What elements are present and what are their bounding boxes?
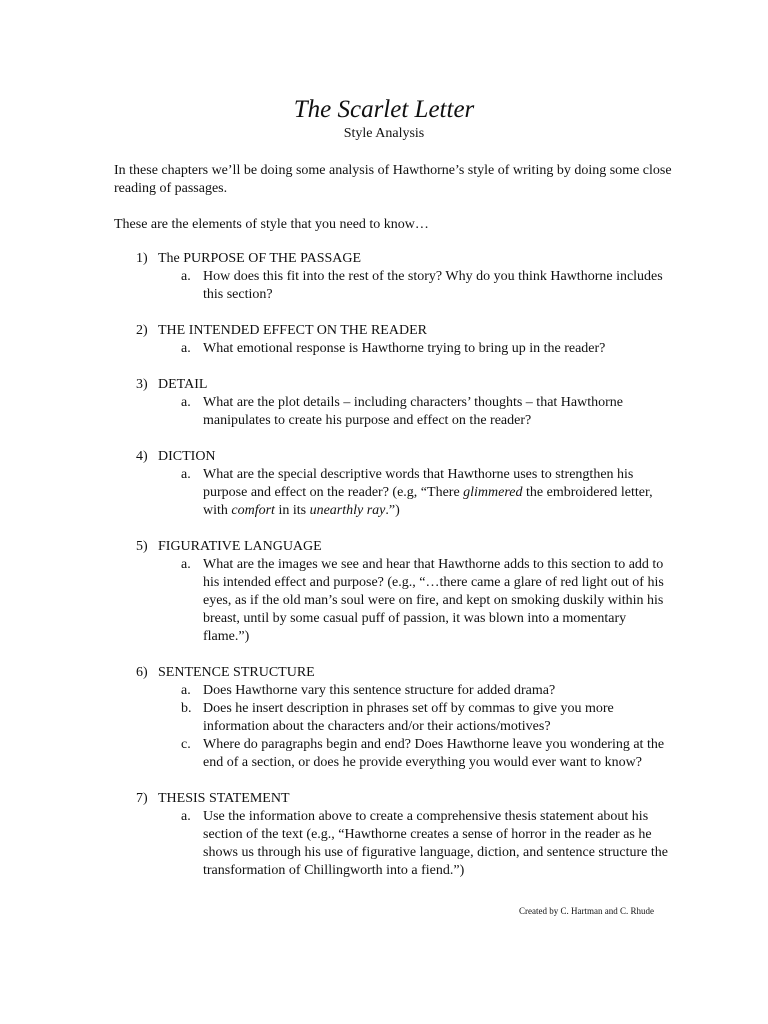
sub-item <box>114 682 674 700</box>
sub-item <box>114 466 674 520</box>
credit-footer: Created by C. Hartman and C. Rhude <box>519 906 654 916</box>
list-item-heading-text: FIGURATIVE LANGUAGE <box>158 539 322 554</box>
sub-item-emphasis: comfort <box>231 503 275 518</box>
list-item-heading-text: THESIS STATEMENT <box>158 791 290 806</box>
sub-item-text-part: the embroidered letter, with <box>203 485 653 518</box>
list-item <box>114 448 674 520</box>
list-item-heading <box>114 538 674 556</box>
sub-item-emphasis: glimmered <box>463 485 523 500</box>
sub-item <box>114 808 674 880</box>
sub-item-letter: a. <box>181 809 191 824</box>
sub-item <box>114 268 674 304</box>
style-elements-list <box>114 250 674 898</box>
sub-item <box>114 340 674 358</box>
list-item-heading-text: The PURPOSE OF THE PASSAGE <box>158 251 362 266</box>
list-item-heading-text: DETAIL <box>158 377 208 392</box>
sub-item <box>114 736 674 772</box>
sub-item-text-part: in its <box>274 503 310 518</box>
list-item-heading-text: THE INTENDED EFFECT ON THE READER <box>158 323 427 338</box>
sub-item-letter: a. <box>181 467 191 482</box>
sub-item-letter: a. <box>181 341 191 356</box>
list-item <box>114 376 674 430</box>
list-item <box>114 790 674 880</box>
list-item-number: 6) <box>136 665 148 680</box>
sub-item <box>114 700 674 736</box>
sub-item <box>114 556 674 646</box>
sub-item-text-part: .”) <box>385 503 400 518</box>
list-item-number: 4) <box>136 449 148 464</box>
sub-item-text <box>203 467 653 518</box>
sub-item-text: Does Hawthorne vary this sentence structure for added drama? <box>203 683 556 698</box>
list-item <box>114 250 674 304</box>
sub-item-letter: b. <box>181 701 192 716</box>
list-item <box>114 664 674 772</box>
list-item <box>114 538 674 646</box>
list-item-number: 2) <box>136 323 148 338</box>
sub-item-letter: a. <box>181 395 191 410</box>
sub-item-letter: a. <box>181 557 191 572</box>
sub-item-letter: c. <box>181 737 191 752</box>
sub-item-text: Use the information above to create a comprehensive thesis statement about his section of the text (e.g., “Hawthorne creates a sense of horror in the reader as he shows us through his use of figurative language, diction, and sentence structure the transformation of Chillingworth into a fiend.”) <box>203 809 668 878</box>
sub-item-letter: a. <box>181 269 191 284</box>
list-item-heading <box>114 322 674 340</box>
sub-item-text: How does this fit into the rest of the story? Why do you think Hawthorne includes this section? <box>203 269 663 302</box>
sub-item-text: Does he insert description in phrases set off by commas to give you more information about the characters and/or their actions/motives? <box>203 701 614 734</box>
list-item-heading-text: DICTION <box>158 449 216 464</box>
list-item-heading <box>114 250 674 268</box>
document-subtitle: Style Analysis <box>343 126 425 141</box>
sub-item-emphasis: unearthly ray <box>309 503 386 518</box>
sub-item-text-part: What are the special descriptive words that Hawthorne uses to strengthen his purpose and effect on the reader? (e.g, “There <box>203 467 634 500</box>
intro-paragraph: In these chapters we’ll be doing some analysis of Hawthorne’s style of writing by doing some close reading of passages. <box>114 163 672 196</box>
lead-paragraph: These are the elements of style that you need to know… <box>114 217 429 232</box>
list-item-number: 5) <box>136 539 148 554</box>
list-item-number: 1) <box>136 251 148 266</box>
list-item-number: 7) <box>136 791 148 806</box>
list-item <box>114 322 674 358</box>
sub-item-text: What emotional response is Hawthorne trying to bring up in the reader? <box>203 341 606 356</box>
sub-item-letter: a. <box>181 683 191 698</box>
sub-item-text: What are the images we see and hear that Hawthorne adds to this section to add to his intended effect and purpose? (e.g., “…there came a glare of red light out of his eyes, as if the old man’s soul were on fire, and kept on smoking duskily within his breast, until by some casual puff of passion, it was blown into a momentary flame.”) <box>203 557 664 644</box>
sub-item <box>114 394 674 430</box>
list-item-heading <box>114 448 674 466</box>
list-item-heading <box>114 790 674 808</box>
document-title: The Scarlet Letter <box>293 96 475 123</box>
list-item-heading-text: SENTENCE STRUCTURE <box>158 665 315 680</box>
list-item-heading <box>114 664 674 682</box>
sub-item-text: What are the plot details – including characters’ thoughts – that Hawthorne manipulates to create his purpose and effect on the reader? <box>203 395 623 428</box>
list-item-number: 3) <box>136 377 148 392</box>
list-item-heading <box>114 376 674 394</box>
sub-item-text: Where do paragraphs begin and end? Does Hawthorne leave you wondering at the end of a section, or does he provide everything you would ever want to know? <box>203 737 665 770</box>
